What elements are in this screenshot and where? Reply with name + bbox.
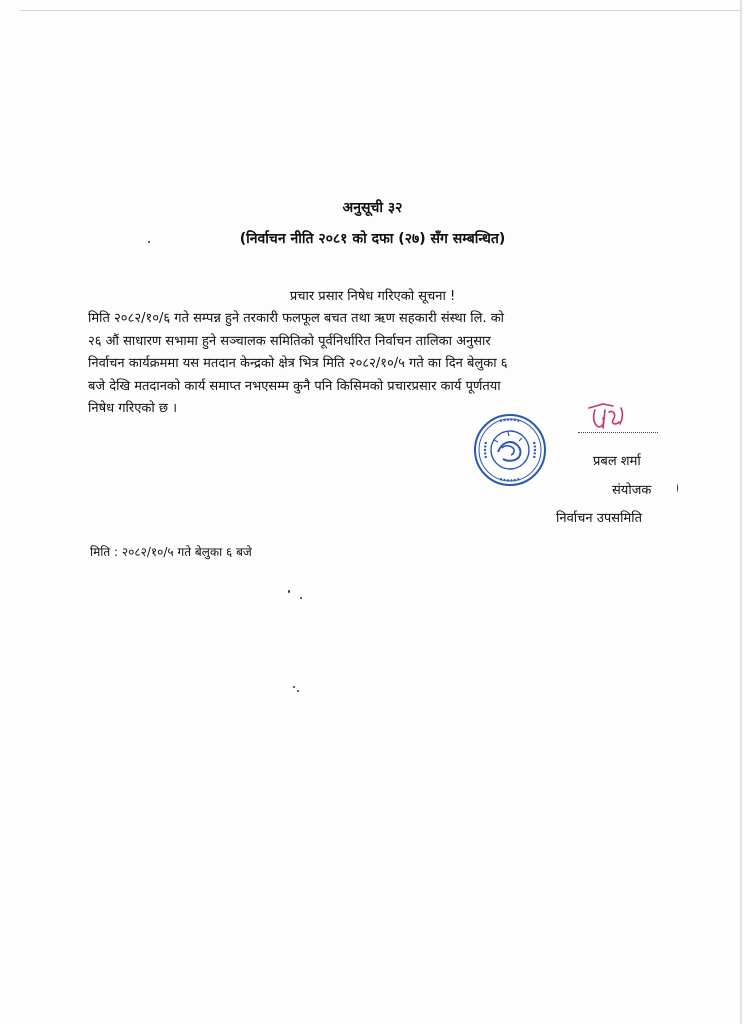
scan-speck [288,590,290,593]
signatory-role: संयोजक [612,483,652,498]
issue-date: मिति : २०८२/१०/५ गते बेलुका ६ बजे [90,545,252,559]
handwritten-signature-icon [583,398,633,434]
body-line: बजे देखि मतदानको कार्य समाप्त नभएसम्म कुनै पनि किसिमको प्रचारप्रसार कार्य पूर्णतया [88,378,501,394]
scan-speck [300,597,302,599]
scan-speck [293,686,295,688]
scan-speck [677,484,678,492]
notice-subject: प्रचार प्रसार निषेध गरिएको सूचना ! [289,289,456,304]
page-right-edge [740,0,742,1024]
page-top-edge [20,10,740,11]
schedule-title: अनुसूची ३२ [342,200,403,216]
body-line: निर्वाचन कार्यक्रममा यस मतदान केन्द्रको क्षेत्र भित्र मिति २०८२/१०/५ गते का दिन बेलुका ६ [88,356,508,371]
schedule-subtitle: (निर्वाचन नीति २०८१ को दफा (२७) सँग सम्बन्धित) [239,231,506,247]
signature-line [578,432,658,433]
official-seal-icon [472,412,548,488]
signatory-department: निर्वाचन उपसमिति [556,511,642,526]
scan-speck [148,241,150,243]
body-line: २६ औं साधारण सभामा हुने सञ्चालक समितिको पूर्वनिर्धारित निर्वाचन तालिका अनुसार [88,333,491,349]
scan-speck [297,690,299,692]
signatory-name: प्रबल शर्मा [593,454,641,469]
notice-body [88,308,654,421]
body-line: निषेध गरिएको छ । [88,401,178,416]
body-line: मिति २०८२/१०/६ गते सम्पन्न हुने तरकारी फलफूल बचत तथा ऋण सहकारी संस्था लि. को [88,311,505,326]
